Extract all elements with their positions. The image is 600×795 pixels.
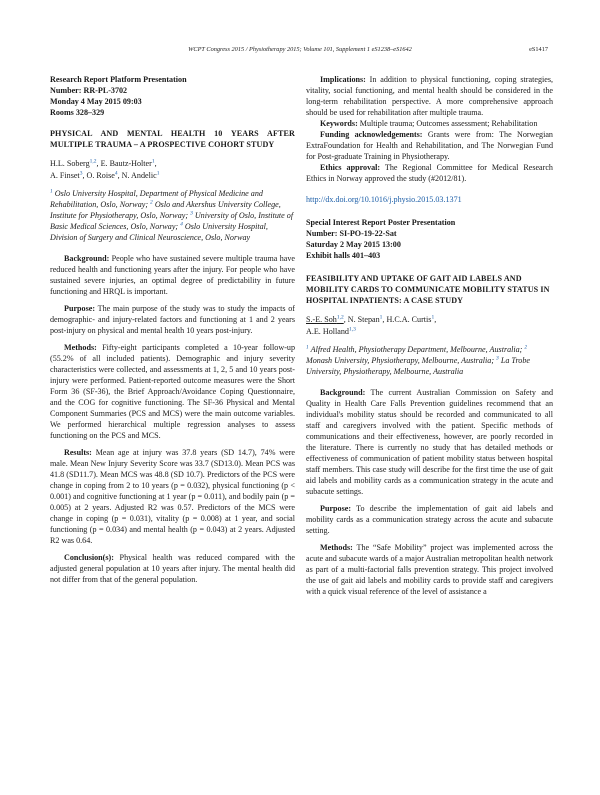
running-header [52,46,548,53]
left-column [50,74,295,585]
meta-line: Rooms 328–329 [50,108,105,117]
abstract-title-right: FEASIBILITY AND UPTAKE OF GAIT AID LABELS AND MOBILITY CARDS TO COMMUNICATE MOBILITY STATUS IN HOSPITAL INPATIENTS: A CASE STUDY [306,274,550,305]
section-background-right: Background: The current Australian Commission on Safety and Quality in Health Care Falls Prevention guidelines recommend that an individual's mobility status should be recorded and communicated to all staff and caregivers involved with the patient. Specific methods of communications and their effectiveness, however, are poorly recorded in the literature. There is currently no study that has detailed methods or effectiveness of communication of patient mobility status between hospital staff members. This case study will describe for the first time the use of gait aid labels and mobility cards as a communication strategy in the acute and subacute settings. [306,388,553,496]
section-methods: Methods: Fifty-eight participants completed a 10-year follow-up (55.2% of all included patients). Demographic and injury severity characteristics were collected, and assessments at 1, 2, 5 and 10 years post-injury were performed. Patient-reported outcome measures were the Short Form 36 (SF-36), the Brief Approach/Avoidance Coping Questionnaire, and the COG for cognitive functioning. The SF-36 Physical and Mental Component Summaries (PCS and MCS) were the main outcome variables. We performed hierarchical multiple regression analyses to assess functioning on the PCS and MCS. [50,343,295,440]
author[interactable]: H.C.A. Curtis$^1$ [386,314,435,324]
affiliations-right: $^1$ Alfred Health, Physiotherapy Department, Melbourne, Australia; $^2$ Monash University, Physiotherapy, Melbourne, Australia; $^3$ La Trobe University, Physiotherapy, Melbourne, Australia [306,344,530,376]
section-ethics: Ethics approval: The Regional Committee for Medical Research Ethics in Norway approved the study (#2012/81). [306,163,553,183]
running-header-text: WCPT Congress 2015 / Physiotherapy 2015; Volume 101, Supplement 1 eS1238–eS1642 [188,46,412,53]
affiliations-left: $^1$ Oslo University Hospital, Department of Physical Medicine and Rehabilitation, Oslo, Norway; $^2$ Oslo and Akershus University College, Institute for Physiotherapy, Oslo, Norway; $^3$ University of Oslo, Institute of Basic Medical Sciences, Oslo, Norway; $^4$ Oslo University Hospital, Division of Surgery and Clinical Neuroscience, Oslo, Norway [50,188,294,242]
session-meta-left [50,74,295,118]
meta-line: Monday 4 May 2015 09:03 [50,97,142,106]
doi-link[interactable]: http://dx.doi.org/10.1016/j.physio.2015.03.1371 [306,195,462,204]
author[interactable]: A. Finset$^3$ [50,170,83,180]
author-list-right: S.-E. Soh$^{1,2}$, N. Stepan$^1$, H.C.A. Curtis$^1$, A.E. Holland$^{1,3}$ [306,314,437,336]
right-column [306,74,553,597]
section-keywords: Keywords: Multiple trauma; Outcomes assessment; Rehabilitation [320,119,538,128]
section-results: Results: Mean age at injury was 37.8 years (SD 14.7), 74% were male. Mean New Injury Severity Score was 33.7 (SD13.0). Mean PCS was 41.8 (SD11.7). Mean MCS was 48.8 (SD 10.7). Predictors of the PCS were change in coping from 2 to 10 years (p = 0.032), physical functioning (p < 0.001) and cognitive functioning at 1 year (p = 0.011), and bodily pain (p = 0.005) at 2 years. Adjusted R2 was 0.57. Predictors of the MCS were change in coping (p = 0.031), vitality (p = 0.008) at 1 year, and social functioning (p = 0.034) and mental health (p = 0.043) at 2 years. Adjusted R2 was 0.64. [50,448,295,545]
author[interactable]: A.E. Holland$^{1,3}$ [306,326,356,336]
section-conclusion: Conclusion(s): Physical health was reduced compared with the adjusted general population at 10 years after injury. The mental health did not differ from that of the general population. [50,553,295,584]
author[interactable]: N. Andelic$^1$ [121,170,160,180]
meta-line: Special Interest Report Poster Presentation [306,218,456,227]
abstract-title-left: PHYSICAL AND MENTAL HEALTH 10 YEARS AFTER MULTIPLE TRAUMA – A PROSPECTIVE COHORT STUDY [50,129,295,149]
meta-line: Research Report Platform Presentation [50,75,187,84]
author[interactable]: N. Stepan$^1$ [347,314,383,324]
page-number: eS1417 [529,46,548,53]
author[interactable]: O. Roise$^4$ [86,170,118,180]
section-implications: Implications: In addition to physical functioning, coping strategies, vitality, social functioning, and mental health should be considered in the long-term rehabilitation perspective. A more comprehensive approach should be used for rehabilitation after multiple trauma. [306,75,553,117]
meta-line: Number: SI-PO-19-22-Sat [306,229,397,238]
section-purpose: Purpose: The main purpose of the study was to study the impacts of demographic- and injury-related factors and functioning at 1 and 2 years post-injury on physical and mental health 10 years post-injury. [50,304,295,335]
author-list-left: H.L. Soberg$^{1,2}$, E. Bautz-Holter$^1$, A. Finset$^3$, O. Roise$^4$, N. Andelic$^1$ [50,158,160,180]
author[interactable]: H.L. Soberg$^{1,2}$ [50,158,97,168]
author[interactable]: E. Bautz-Holter$^1$ [100,158,155,168]
author[interactable]: S.-E. Soh$^{1,2}$ [306,314,344,324]
meta-line: Number: RR-PL-3702 [50,86,128,95]
meta-line: Exhibit halls 401–403 [306,251,381,260]
section-purpose-right: Purpose: To describe the implementation of gait aid labels and mobility cards as a communication strategy across the acute and subacute setting. [306,504,553,535]
section-methods-right: Methods: The “Safe Mobility” project was implemented across the acute and subacute wards of a major Australian metropolitan health network as part of a multi-factorial falls prevention strategy. This project involved the use of gait aid labels and mobility cards to provide staff and caregivers with a quick visual reference of the level of assistance a [306,543,553,596]
section-funding: Funding acknowledgements: Grants were from: The Norwegian ExtraFoundation for Health and Rehabilitation, and The Norwegian Fund for Post-graduate Training in Physiotherapy. [306,130,553,161]
session-meta-right [306,217,553,261]
meta-line: Saturday 2 May 2015 13:00 [306,240,401,249]
section-background: Background: People who have sustained severe multiple trauma have reduced health and functioning years after the injury. For people who have sustained severe injuries, an optimal degree of predictability in future functioning and HRQL is important. [50,254,295,296]
